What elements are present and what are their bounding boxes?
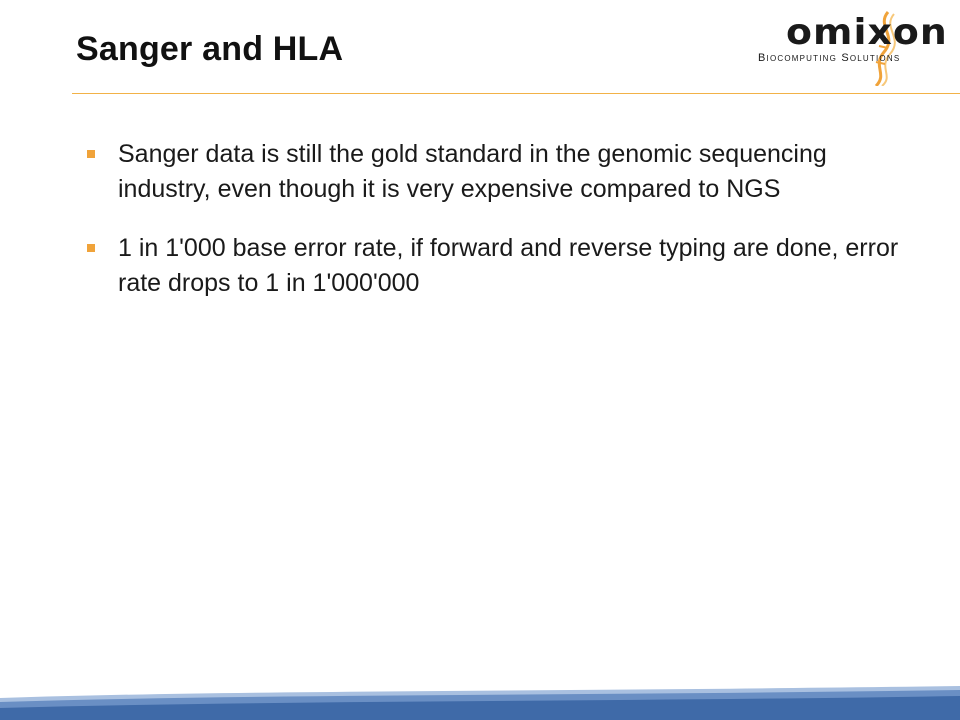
square-bullet-icon bbox=[87, 244, 95, 252]
logo-wordmark: omixon bbox=[786, 12, 948, 53]
bullet-item bbox=[84, 231, 914, 301]
logo-subtitle: Biocomputing Solutions bbox=[758, 52, 901, 64]
slide-title: Sanger and HLA bbox=[76, 30, 344, 68]
bullet-text: Sanger data is still the gold standard in the genomic sequencing industry, even though it is very expensive compared to NGS bbox=[118, 140, 827, 203]
bullet-text: 1 in 1'000 base error rate, if forward and reverse typing are done, error rate drops to 1 in 1'000'000 bbox=[118, 234, 899, 297]
square-bullet-icon bbox=[87, 150, 95, 158]
bullet-list bbox=[84, 137, 914, 325]
company-logo bbox=[748, 8, 954, 86]
bullet-item bbox=[84, 137, 914, 207]
footer-wave-band bbox=[0, 686, 960, 720]
title-divider bbox=[72, 93, 960, 94]
